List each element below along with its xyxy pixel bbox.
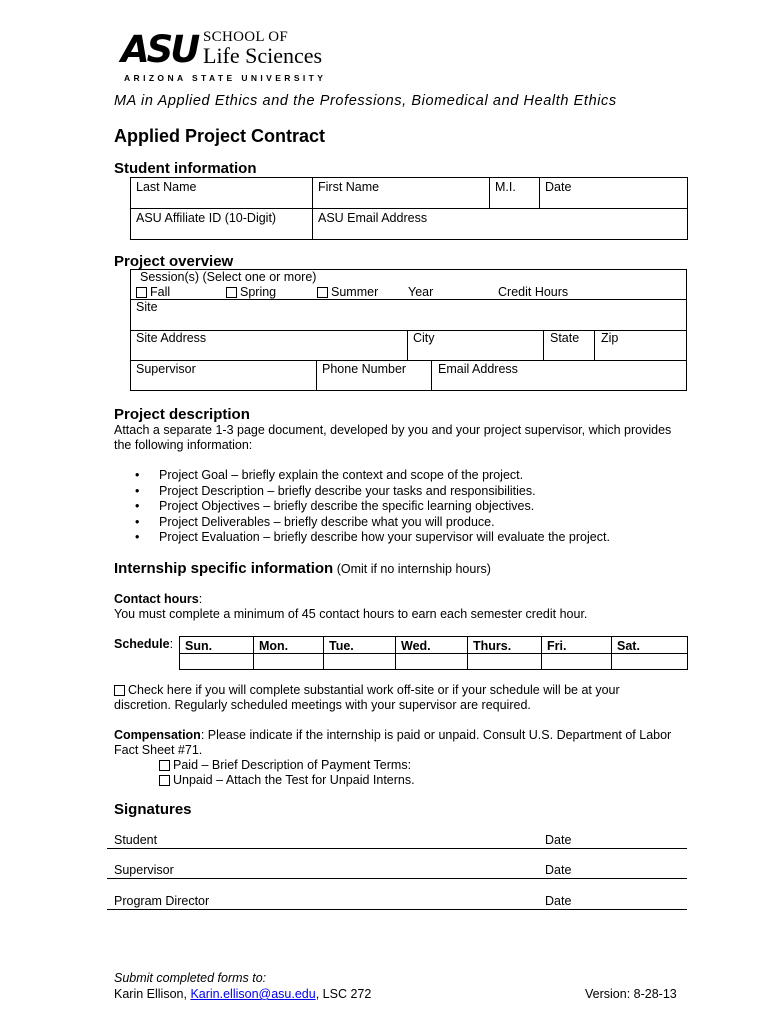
page-title: Applied Project Contract [114,126,326,146]
schedule-label: Schedule [114,637,170,651]
spring-option[interactable] [226,285,276,299]
schedule-day: Tue. [324,637,396,654]
student-signature-line[interactable] [107,847,687,849]
date-field[interactable] [540,178,688,209]
director-signature-line[interactable] [107,908,687,910]
unpaid-checkbox[interactable] [159,775,170,786]
fall-checkbox[interactable] [136,287,147,298]
contact-name: Karin Ellison, [114,987,191,1001]
schedule-row: Schedule: [114,637,174,651]
fall-option[interactable] [136,285,170,299]
supervisor-email-label: Email Address [438,362,518,376]
unpaid-label: Unpaid – Attach the Test for Unpaid Interns. [173,773,415,787]
compensation-line2: Fact Sheet #71. [114,743,203,757]
list-item: • Project Goal – briefly explain the context and scope of the project. [135,468,524,482]
summer-option[interactable] [317,285,378,299]
affiliate-id-label: ASU Affiliate ID (10-Digit) [136,211,277,225]
director-signature-label: Program Director [114,894,210,908]
paid-option[interactable] [159,758,411,773]
sessions-label: Session(s) (Select one or more) [140,270,317,284]
asu-email-field[interactable] [313,209,688,240]
site-address-label: Site Address [136,331,207,345]
asu-email-label: ASU Email Address [318,211,428,225]
schedule-hours-cell[interactable] [468,654,542,670]
logo-university: ARIZONA STATE UNIVERSITY [124,73,327,83]
schedule-hours-cell[interactable] [254,654,324,670]
contact-hours-label: Contact hours [114,592,199,606]
contact-hours-row: Contact hours: [114,592,203,606]
supervisor-date-label: Date [545,863,572,877]
student-date-label: Date [545,833,572,847]
schedule-day: Sat. [612,637,688,654]
schedule-day: Mon. [254,637,324,654]
paid-label: Paid – Brief Description of Payment Terms: [173,758,412,772]
first-name-field[interactable] [313,178,490,209]
schedule-day: Fri. [542,637,612,654]
spring-label: Spring [240,285,277,299]
schedule-hours-cell[interactable] [612,654,688,670]
summer-label: Summer [331,285,379,299]
contact-location: , LSC 272 [315,987,372,1001]
description-intro-line1: Attach a separate 1-3 page document, developed by you and your project supervisor, which provides [114,423,672,437]
year-label: Year [408,285,434,299]
mi-label: M.I. [495,180,516,194]
asu-logo-mark: ASU [121,28,198,71]
state-label: State [550,331,580,345]
credit-hours-label: Credit Hours [498,285,569,299]
date-label: Date [545,180,572,194]
phone-label: Phone Number [322,362,407,376]
offsite-line1-row [114,683,620,698]
description-bullet-list [135,468,610,546]
program-name: MA in Applied Ethics and the Professions, Biomedical and Health Ethics [114,93,617,109]
paid-checkbox[interactable] [159,760,170,771]
contact-email-link[interactable]: Karin.ellison@asu.edu [190,987,316,1001]
schedule-hours-cell[interactable] [542,654,612,670]
logo-life-sciences: Life Sciences [203,43,323,68]
list-item: • Project Evaluation – briefly describe how your supervisor will evaluate the project. [135,530,610,544]
compensation-label: Compensation [114,728,201,742]
schedule-day: Sun. [180,637,254,654]
supervisor-signature-line[interactable] [107,877,687,879]
internship-heading-row [114,560,491,577]
list-item: • Project Description – briefly describe your tasks and responsibilities. [135,483,536,498]
schedule-day: Wed. [396,637,468,654]
schedule-hours-cell[interactable] [180,654,254,670]
supervisor-signature-label: Supervisor [114,863,174,877]
description-intro-line2: the following information: [114,438,253,452]
schedule-table [179,636,688,670]
zip-label: Zip [601,331,619,345]
compensation-line1-row [114,728,671,743]
student-info-table [130,177,688,240]
supervisor-label: Supervisor [136,362,196,376]
omit-note: (Omit if no internship hours) [336,562,491,576]
footer-contact [114,987,371,1002]
offsite-line2: discretion. Regularly scheduled meetings with your supervisor are required. [114,698,531,712]
director-date-label: Date [545,894,572,908]
first-name-label: First Name [318,180,380,194]
offsite-checkbox[interactable] [114,685,125,696]
contact-hours-text: You must complete a minimum of 45 contact hours to earn each semester credit hour. [114,607,588,621]
unpaid-option[interactable] [159,773,415,788]
last-name-field[interactable] [131,178,313,209]
offsite-line1: Check here if you will complete substantial work off-site or if your schedule will be at your [128,683,620,697]
signatures-heading: Signatures [114,801,192,818]
logo-school-of: SCHOOL OF [203,29,289,45]
schedule-day: Thurs. [468,637,542,654]
list-item: • Project Objectives – briefly describe the specific learning objectives. [135,499,535,513]
spring-checkbox[interactable] [226,287,237,298]
city-label: City [413,331,435,345]
site-label: Site [136,300,158,314]
affiliate-id-field[interactable] [131,209,313,240]
version-label: Version: 8-28-13 [585,987,677,1001]
schedule-hours-cell[interactable] [396,654,468,670]
summer-checkbox[interactable] [317,287,328,298]
project-description-heading: Project description [114,406,250,423]
compensation-line1: : Please indicate if the internship is paid or unpaid. Consult U.S. Department of Labor [200,728,672,742]
list-item: • Project Deliverables – briefly describe what you will produce. [135,514,495,529]
submit-label: Submit completed forms to: [114,971,267,985]
mi-field[interactable] [490,178,540,209]
fall-label: Fall [150,285,171,299]
project-overview-heading: Project overview [114,253,234,270]
internship-heading: Internship specific information [114,560,334,577]
schedule-hours-cell[interactable] [324,654,396,670]
last-name-label: Last Name [136,180,197,194]
student-info-heading: Student information [114,160,257,177]
student-signature-label: Student [114,833,158,847]
